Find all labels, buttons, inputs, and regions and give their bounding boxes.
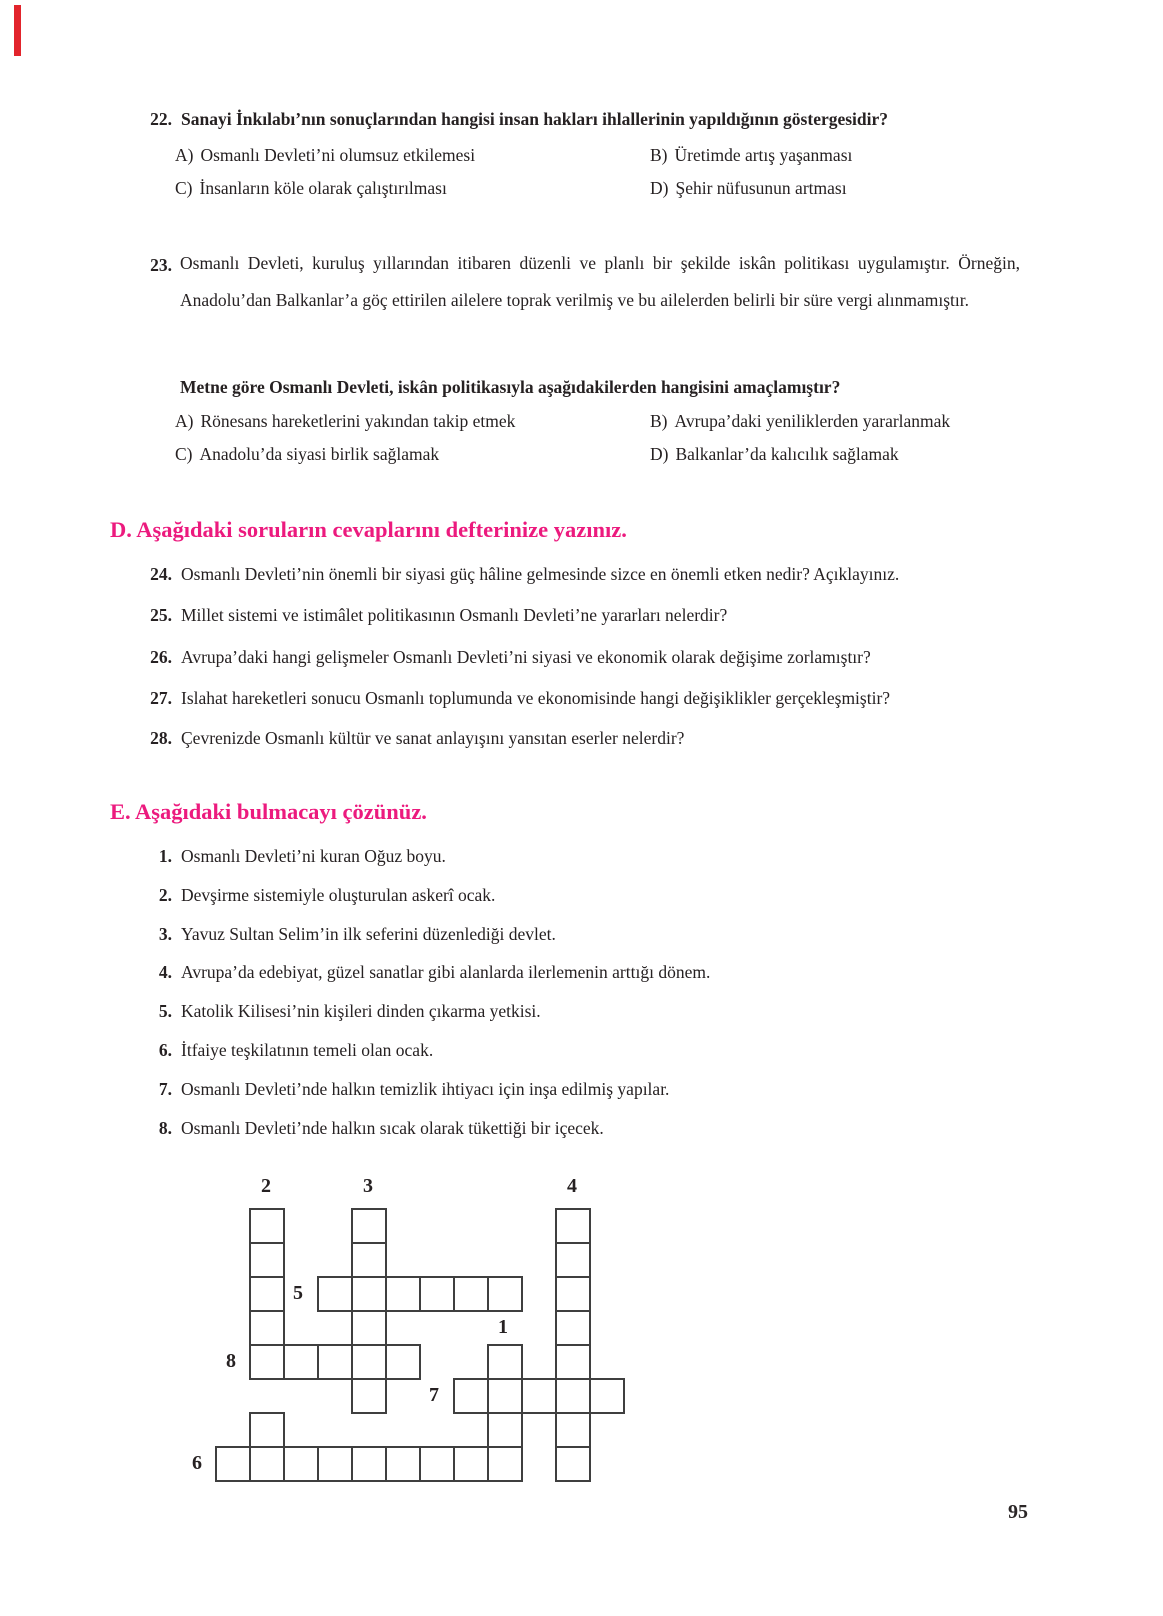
crossword-cell[interactable] — [453, 1378, 489, 1414]
crossword-number-label: 6 — [192, 1452, 202, 1474]
section-d-item-27 — [130, 688, 890, 710]
question-23-bold-question: Metne göre Osmanlı Devleti, iskân politikasıyla aşağıdakilerden hangisini amaçlamıştır? — [180, 377, 841, 397]
crossword-cell[interactable] — [453, 1446, 489, 1482]
crossword-cell[interactable] — [555, 1242, 591, 1278]
item-text: Millet sistemi ve istimâlet politikasının Osmanlı Devleti’ne yararları nelerdir? — [181, 605, 728, 625]
crossword-cell[interactable] — [555, 1344, 591, 1380]
crossword-clue-8 — [130, 1118, 604, 1140]
clue-text: Osmanlı Devleti’ni kuran Oğuz boyu. — [181, 846, 446, 866]
crossword-cell[interactable] — [419, 1276, 455, 1312]
item-number: 28. — [150, 728, 172, 748]
corner-mark — [14, 5, 21, 56]
option-text: Şehir nüfusunun artması — [675, 178, 847, 198]
clue-number: 7. — [158, 1079, 172, 1099]
page-number: 95 — [1008, 1501, 1028, 1523]
option-text: İnsanların köle olarak çalıştırılması — [199, 178, 447, 198]
option-label: B) — [650, 411, 668, 431]
clue-text: Devşirme sistemiyle oluşturulan askerî ocak. — [181, 885, 496, 905]
clue-text: Avrupa’da edebiyat, güzel sanatlar gibi alanlarda ilerlemenin arttığı dönem. — [181, 962, 711, 982]
section-e-heading: E. Aşağıdaki bulmacayı çözünüz. — [110, 799, 427, 824]
crossword-cell[interactable] — [453, 1276, 489, 1312]
crossword-number-label: 3 — [363, 1175, 373, 1197]
question-23-paragraph: Osmanlı Devleti, kuruluş yıllarından itibaren düzenli ve planlı bir şekilde iskân politikası uygulamıştır. Örneğin, Anadolu’dan Balkanlar’a göç ettirilen ailelere toprak verilmiş ve bu ailelerden belirli bir süre vergi alınmamıştır. — [180, 253, 1020, 310]
crossword-cell[interactable] — [385, 1446, 421, 1482]
crossword-cell[interactable] — [249, 1310, 285, 1346]
crossword-number-label: 7 — [429, 1384, 439, 1406]
option-label: A) — [175, 411, 194, 431]
crossword-number-label: 5 — [293, 1282, 303, 1304]
clue-number: 1. — [158, 846, 172, 866]
option-text: Rönesans hareketlerini yakından takip etmek — [200, 411, 516, 431]
crossword-clue-2 — [130, 885, 495, 907]
clue-number: 2. — [158, 885, 172, 905]
clue-text: Osmanlı Devleti’nde halkın sıcak olarak tükettiği bir içecek. — [181, 1118, 604, 1138]
crossword-cell[interactable] — [283, 1446, 319, 1482]
item-text: Avrupa’daki hangi gelişmeler Osmanlı Devleti’ni siyasi ve ekonomik olarak değişime zorlamıştır? — [181, 647, 871, 667]
crossword-cell[interactable] — [249, 1276, 285, 1312]
crossword-cell[interactable] — [385, 1344, 421, 1380]
clue-number: 6. — [158, 1040, 172, 1060]
crossword-cell[interactable] — [249, 1446, 285, 1482]
crossword-cell[interactable] — [419, 1446, 455, 1482]
crossword-cell[interactable] — [351, 1378, 387, 1414]
question-23-option-b — [650, 411, 950, 433]
crossword-cell[interactable] — [385, 1276, 421, 1312]
option-label: D) — [650, 444, 669, 464]
crossword-cell[interactable] — [351, 1344, 387, 1380]
item-number: 24. — [150, 564, 172, 584]
crossword-cell[interactable] — [351, 1276, 387, 1312]
option-text: Balkanlar’da kalıcılık sağlamak — [675, 444, 899, 464]
crossword-cell[interactable] — [317, 1446, 353, 1482]
clue-text: Katolik Kilisesi’nin kişileri dinden çıkarma yetkisi. — [181, 1001, 541, 1021]
clue-number: 8. — [158, 1118, 172, 1138]
clue-text: Osmanlı Devleti’nde halkın temizlik ihtiyacı için inşa edilmiş yapılar. — [181, 1079, 670, 1099]
option-label: A) — [175, 145, 194, 165]
crossword-number-label: 4 — [567, 1175, 577, 1197]
question-22-option-d — [650, 178, 847, 200]
crossword-cell[interactable] — [589, 1378, 625, 1414]
crossword-number-label: 1 — [498, 1316, 508, 1338]
question-22-text: Sanayi İnkılabı’nın sonuçlarından hangisi insan hakları ihlallerinin yapıldığının göstergesidir? — [181, 109, 889, 129]
section-d-item-25 — [130, 605, 727, 627]
crossword-number-label: 2 — [261, 1175, 271, 1197]
option-label: C) — [175, 178, 193, 198]
question-22-option-a — [175, 145, 475, 167]
crossword-cell[interactable] — [249, 1344, 285, 1380]
question-23-option-a — [175, 411, 515, 433]
crossword-cell[interactable] — [487, 1344, 523, 1380]
crossword-cell[interactable] — [521, 1378, 557, 1414]
item-text: Çevrenizde Osmanlı kültür ve sanat anlayışını yansıtan eserler nelerdir? — [181, 728, 685, 748]
crossword-cell[interactable] — [351, 1242, 387, 1278]
crossword-cell[interactable] — [555, 1378, 591, 1414]
crossword-cell[interactable] — [215, 1446, 251, 1482]
crossword-cell[interactable] — [555, 1276, 591, 1312]
crossword-cell[interactable] — [351, 1446, 387, 1482]
item-number: 27. — [150, 688, 172, 708]
section-d-item-26 — [130, 647, 871, 669]
crossword-clue-6 — [130, 1040, 433, 1062]
crossword-cell[interactable] — [487, 1412, 523, 1448]
option-label: D) — [650, 178, 669, 198]
clue-text: İtfaiye teşkilatının temeli olan ocak. — [181, 1040, 434, 1060]
crossword-cell[interactable] — [487, 1378, 523, 1414]
question-23-number: 23. — [150, 255, 172, 275]
crossword-cell[interactable] — [351, 1208, 387, 1244]
crossword-clue-1 — [130, 846, 446, 868]
crossword-grid — [192, 1175, 627, 1484]
crossword-clue-3 — [130, 924, 556, 946]
option-text: Üretimde artış yaşanması — [674, 145, 853, 165]
clue-number: 4. — [158, 962, 172, 982]
crossword-cell[interactable] — [487, 1276, 523, 1312]
crossword-clue-7 — [130, 1079, 669, 1101]
question-22-number: 22. — [150, 109, 172, 129]
question-22 — [130, 109, 888, 131]
option-text: Anadolu’da siyasi birlik sağlamak — [199, 444, 440, 464]
crossword-cell[interactable] — [351, 1310, 387, 1346]
clue-number: 3. — [158, 924, 172, 944]
crossword-cell[interactable] — [555, 1412, 591, 1448]
option-label: B) — [650, 145, 668, 165]
clue-number: 5. — [158, 1001, 172, 1021]
item-text: Islahat hareketleri sonucu Osmanlı toplumunda ve ekonomisinde hangi değişiklikler gerçekleşmiştir? — [181, 688, 891, 708]
crossword-cell[interactable] — [283, 1344, 319, 1380]
crossword-cell[interactable] — [555, 1208, 591, 1244]
crossword-cell[interactable] — [317, 1276, 353, 1312]
option-text: Osmanlı Devleti’ni olumsuz etkilemesi — [200, 145, 476, 165]
section-d-item-24 — [130, 564, 899, 586]
crossword-cell[interactable] — [487, 1446, 523, 1482]
crossword-cell[interactable] — [555, 1310, 591, 1346]
crossword-cell[interactable] — [249, 1242, 285, 1278]
crossword-cell[interactable] — [249, 1412, 285, 1448]
option-label: C) — [175, 444, 193, 464]
crossword-cell[interactable] — [317, 1344, 353, 1380]
crossword-number-label: 8 — [226, 1350, 236, 1372]
item-text: Osmanlı Devleti’nin önemli bir siyasi güç hâline gelmesinde sizce en önemli etken nedir? Açıklayınız. — [181, 564, 900, 584]
item-number: 26. — [150, 647, 172, 667]
crossword-cell[interactable] — [555, 1446, 591, 1482]
section-d-heading: D. Aşağıdaki soruların cevaplarını defterinize yazınız. — [110, 517, 627, 542]
crossword-clue-4 — [130, 962, 710, 984]
item-number: 25. — [150, 605, 172, 625]
section-d-item-28 — [130, 728, 684, 750]
option-text: Avrupa’daki yeniliklerden yararlanmak — [674, 411, 951, 431]
crossword-clue-5 — [130, 1001, 541, 1023]
question-23-option-c — [175, 444, 439, 466]
question-22-option-b — [650, 145, 852, 167]
question-22-option-c — [175, 178, 447, 200]
crossword-cell[interactable] — [249, 1208, 285, 1244]
question-23-option-d — [650, 444, 899, 466]
clue-text: Yavuz Sultan Selim’in ilk seferini düzenlediği devlet. — [181, 924, 556, 944]
